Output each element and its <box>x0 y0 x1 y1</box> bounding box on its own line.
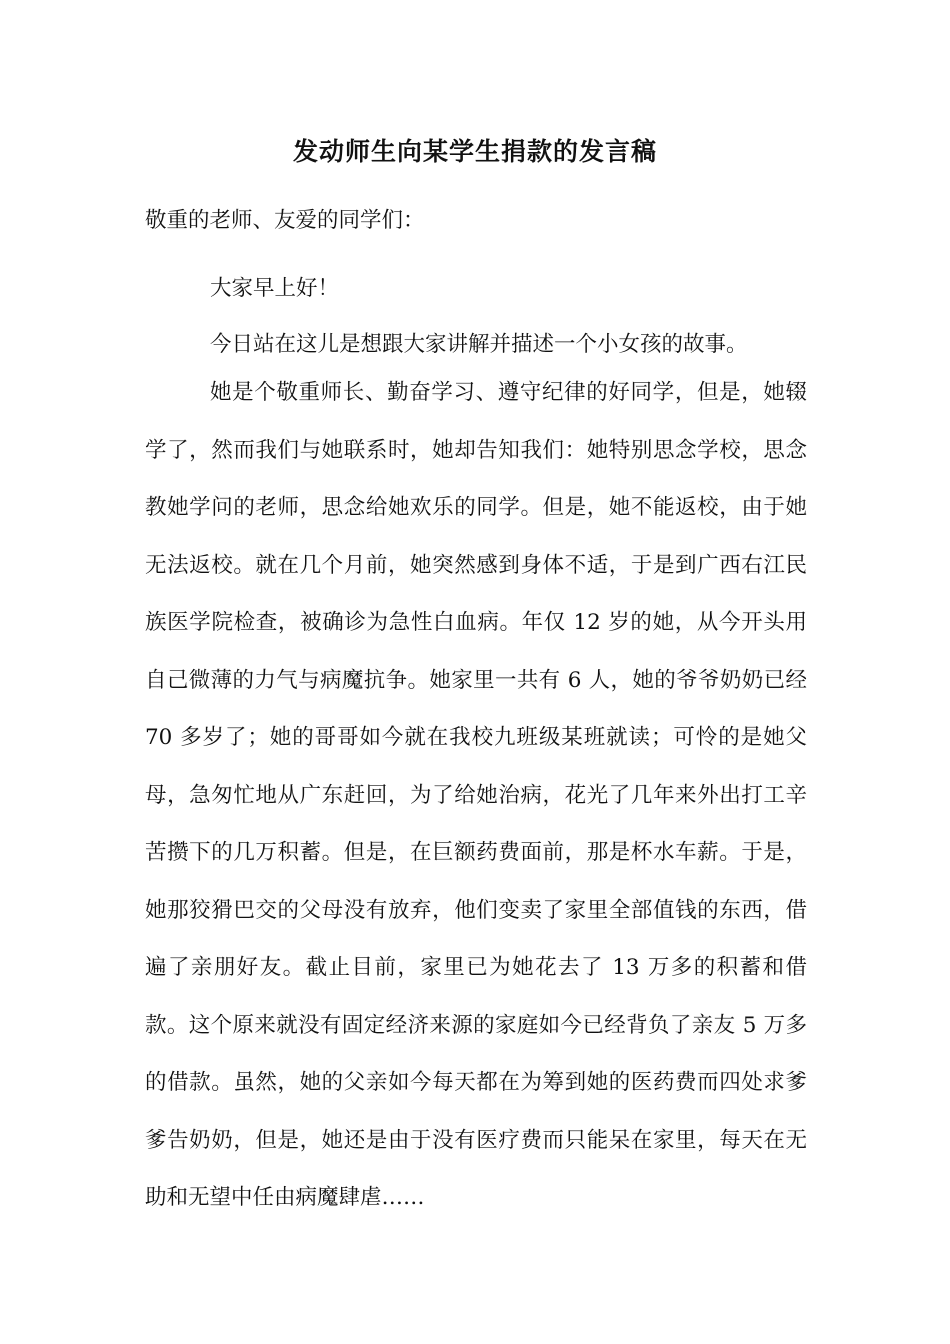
salutation: 敬重的老师、友爱的同学们： <box>145 208 425 233</box>
paragraph-intro: 今日站在这儿是想跟大家讲解并描述一个小女孩的故事。 <box>210 332 748 357</box>
document-title: 发动师生向某学生捐款的发言稿 <box>292 137 657 166</box>
paragraph-greeting: 大家早上好！ <box>210 276 340 301</box>
paragraph-story: 她是个敬重师长、勤奋学习、遵守纪律的好同学，但是，她辍学了，然而我们与她联系时，她却告知我们：她特别思念学校，思念教她学问的老师，思念给她欢乐的同学。但是，她不能返校，由于她无法返校。就在几个月前，她突然感到身体不适，于是到广西右江民族医学院检查，被确诊为急性白血病。年仅 12 岁的她，从今开头用自己微薄的力气与病魔抗争。她家里一共有 6 人，她的爷爷奶奶已经 70 多岁了；她的哥哥如今就在我校九班级某班就读；可怜的是她父母，急匆忙地从广东赶回，为了给她治病，花光了几年来外出打工辛苦攒下的几万积蓄。但是，在巨额药费面前，那是杯水车薪。于是，她那狡猾巴交的父母没有放弃，他们变卖了家里全部值钱的东西，借遍了亲朋好友。截止目前，家里已为她花去了 13 万多的积蓄和借款。这个原来就没有固定经济来源的家庭如今已经背负了亲友 5 万多的借款。虽然，她的父亲如今每天都在为筹到她的医药费而四处求爹爹告奶奶，但是，她还是由于没有医疗费而只能呆在家里，每天在无助和无望中任由病魔肆虐…… <box>145 380 807 1210</box>
